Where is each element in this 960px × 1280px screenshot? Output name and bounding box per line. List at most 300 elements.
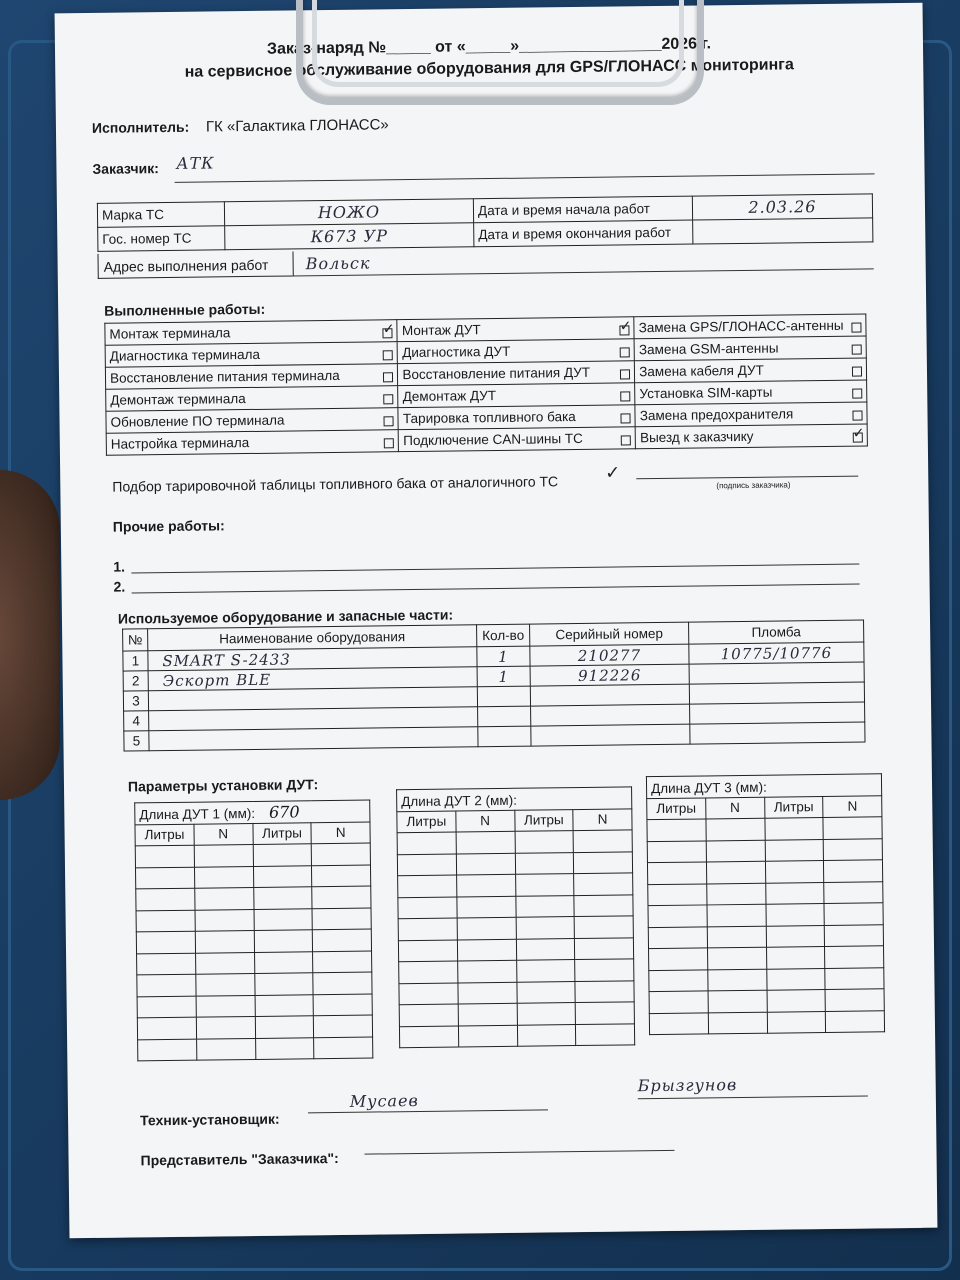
dut-cell [313, 951, 372, 973]
brand-label: Марка ТС [97, 202, 224, 228]
dut-row [649, 1010, 884, 1034]
eq-serial-cell [531, 704, 690, 726]
eq-head-qty: Кол-во [477, 624, 530, 647]
dut-cell [824, 860, 883, 882]
eq-name [153, 692, 163, 710]
address-value: Вольск [305, 253, 371, 274]
eq-seal-cell [689, 662, 864, 684]
dut-row [138, 1037, 373, 1061]
dut-cell [516, 981, 575, 1003]
dut-row [137, 1015, 372, 1039]
eq-num-cell [124, 731, 149, 751]
work-col2-4 [398, 383, 635, 408]
work-col2-3 [398, 361, 635, 386]
eq-qty-cell [477, 646, 530, 667]
eq-qty: 1 [498, 647, 509, 666]
dut-cell [767, 1011, 826, 1033]
work-checkbox[interactable] [620, 325, 630, 335]
dut-cell [137, 996, 196, 1018]
dut-row [397, 830, 632, 854]
dut-cell [766, 947, 825, 969]
eq-num: 3 [132, 693, 140, 709]
dut-col-n: N [194, 823, 253, 845]
works-table [104, 313, 868, 455]
dut-row [648, 903, 883, 927]
eq-name: Эскорт BLE [162, 670, 272, 690]
dut-cell [515, 831, 574, 853]
dut-cell [825, 967, 884, 989]
dut-cell [457, 960, 516, 982]
dut-cell [458, 1025, 517, 1047]
eq-serial: 210277 [577, 645, 642, 665]
work-label: Диагностика ДУТ [402, 343, 511, 361]
work-label: Восстановление питания ДУТ [402, 364, 591, 383]
dut-cell [648, 883, 707, 905]
dut-cell [137, 974, 196, 996]
dut-cell [764, 818, 823, 840]
dut-cell [516, 917, 575, 939]
dut-cell [767, 990, 826, 1012]
dut-cell [574, 851, 633, 873]
plate-label: Гос. номер ТС [98, 226, 225, 252]
eq-seal-cell [690, 702, 865, 724]
work-label: Замена предохранителя [639, 406, 794, 424]
dut-cell [517, 1024, 576, 1046]
dut-cell [254, 930, 313, 952]
dut-col-n: N [823, 795, 882, 817]
end-value [693, 218, 873, 244]
dut-cell [765, 839, 824, 861]
dut-cell [254, 973, 313, 995]
work-checkbox[interactable] [620, 347, 630, 357]
work-label: Замена GPS/ГЛОНАСС-антенны [638, 317, 844, 336]
work-label: Подключение CAN-шины ТС [403, 430, 583, 449]
work-label: Монтаж ДУТ [401, 322, 481, 339]
dut-cell [136, 910, 195, 932]
dut-cell [575, 937, 634, 959]
dut-row [398, 937, 633, 961]
dut-cell [196, 995, 255, 1017]
work-checkbox[interactable] [384, 394, 394, 404]
dut-cell [516, 960, 575, 982]
work-checkbox[interactable] [383, 372, 393, 382]
dut-cell [253, 844, 312, 866]
work-checkbox[interactable] [383, 328, 393, 338]
tech-name: Мусаев [349, 1090, 419, 1111]
work-checkbox[interactable] [853, 433, 863, 443]
work-col2-5 [398, 405, 635, 430]
dut-col-liters: Литры [647, 797, 706, 819]
eq-seal-cell [690, 722, 865, 744]
dut-row [137, 972, 372, 996]
eq-name: SMART S-2433 [162, 650, 291, 670]
dut-cell [765, 861, 824, 883]
dut-col-liters: Литры [397, 811, 456, 833]
work-checkbox[interactable] [621, 435, 631, 445]
dut-cell [574, 873, 633, 895]
dut-row [647, 817, 882, 841]
dut-row [399, 1023, 634, 1047]
dut-cell [311, 843, 370, 865]
dut-cell [515, 874, 574, 896]
dut-row [648, 924, 883, 948]
dut-cell [457, 896, 516, 918]
dut-cell [457, 939, 516, 961]
work-col3-3 [635, 358, 867, 383]
start-label: Дата и время начала работ [473, 196, 692, 223]
dut-row [649, 967, 884, 991]
eq-head-name: Наименование оборудования [148, 625, 477, 651]
dut-cell [398, 897, 457, 919]
dut-cell [195, 909, 254, 931]
work-checkbox[interactable] [384, 416, 394, 426]
dut-col-liters: Литры [764, 796, 823, 818]
calibration-checkmark: ✓ [605, 462, 621, 483]
plate-value: К673 УР [310, 226, 389, 247]
dut-row [647, 860, 882, 884]
dut-cell [649, 969, 708, 991]
dut-cell [647, 840, 706, 862]
dut-cell [398, 875, 457, 897]
dut-row [398, 916, 633, 940]
doc-title: Заказ-наряд №_____ от «_____»________________2026 г. [266, 35, 712, 58]
dut-cell [194, 866, 253, 888]
eq-serial: 912226 [577, 665, 642, 685]
dut-row [136, 908, 371, 932]
work-label: Настройка терминала [110, 435, 250, 452]
other-line-1 [131, 564, 859, 574]
other-item-2: 2. [113, 578, 126, 595]
work-label: Восстановление питания терминала [109, 367, 340, 386]
customer-rep-line [365, 1150, 675, 1155]
dut-row [648, 881, 883, 905]
dut-cell [707, 947, 766, 969]
dut-cell [825, 946, 884, 968]
dut-row [136, 886, 371, 910]
dut-cell [575, 1002, 634, 1024]
dut-cell [137, 953, 196, 975]
customer-value: АТК [176, 153, 215, 173]
calibration-label: Подбор тарировочной таблицы топливного бака от аналогичного ТС [112, 473, 559, 495]
dut-cell [195, 952, 254, 974]
dut-cell [194, 844, 253, 866]
work-checkbox[interactable] [852, 367, 862, 377]
eq-serial-cell [531, 724, 690, 746]
dut-cell [766, 968, 825, 990]
work-label: Выезд к заказчику [639, 428, 754, 446]
dut-cell [516, 938, 575, 960]
eq-qty-cell [477, 686, 530, 707]
dut-cell [312, 886, 371, 908]
work-col2-6 [399, 427, 636, 452]
dut-cell [313, 994, 372, 1016]
eq-name [153, 712, 163, 730]
work-label: Замена GSM-антенны [638, 340, 779, 358]
dut-col-liters: Литры [514, 809, 573, 831]
dut-cell [766, 925, 825, 947]
eq-num: 2 [131, 673, 140, 689]
work-checkbox[interactable] [620, 391, 630, 401]
dut-cell [458, 1003, 517, 1025]
dut-cell [765, 904, 824, 926]
dut-cell [708, 1012, 767, 1034]
dut-cell [706, 883, 765, 905]
dut-cell [312, 908, 371, 930]
dut-cell [706, 818, 765, 840]
signature-caption: (подпись заказчика) [716, 480, 791, 491]
dut-cell [254, 951, 313, 973]
dut-row [135, 843, 370, 867]
dut-cell [574, 916, 633, 938]
work-order-sheet [55, 3, 938, 1239]
dut-cell [253, 887, 312, 909]
address-line [292, 268, 874, 276]
work-checkbox[interactable] [620, 369, 630, 379]
dut-cell [255, 994, 314, 1016]
dut-cell [194, 887, 253, 909]
dut-cell [708, 990, 767, 1012]
work-col1-6 [106, 430, 399, 456]
work-label: Диагностика терминала [109, 346, 261, 364]
eq-head-num: № [123, 629, 148, 651]
work-col3-1 [634, 314, 866, 339]
dut-cell [255, 1037, 314, 1059]
tech-signature: Брызгунов [637, 1075, 738, 1096]
dut-length-label: Длина ДУТ 1 (мм): [139, 805, 256, 823]
dut-cell [515, 895, 574, 917]
address-label: Адрес выполнения работ [103, 256, 269, 275]
dut-cell [255, 1016, 314, 1038]
eq-num-cell [123, 671, 148, 691]
eq-serial-cell [530, 664, 689, 686]
dut-cell [136, 931, 195, 953]
other-line-2 [132, 584, 860, 594]
dut-col-n: N [311, 822, 370, 844]
work-col2-2 [398, 339, 635, 364]
dut-col-n: N [573, 808, 632, 830]
brand-value: НОЖО [317, 202, 381, 223]
dut-row [398, 894, 633, 918]
executor-label: Исполнитель: [91, 118, 190, 136]
dut-cell [517, 1003, 576, 1025]
dut-cell [649, 991, 708, 1013]
work-label: Демонтаж терминала [110, 391, 246, 408]
dut-row [399, 1002, 634, 1026]
dut-cell [399, 982, 458, 1004]
dut-cell [196, 1016, 255, 1038]
dut-cell [573, 830, 632, 852]
work-col3-6 [635, 424, 867, 449]
work-col3-2 [634, 336, 866, 361]
eq-num-cell [123, 691, 148, 711]
dut-cell [398, 918, 457, 940]
dut-cell [456, 874, 515, 896]
dut-table-3 [646, 773, 885, 1035]
dut-cell [823, 838, 882, 860]
customer-line [175, 173, 875, 183]
eq-serial-cell [530, 644, 689, 666]
vehicle-table [97, 193, 874, 251]
dut-cell [647, 862, 706, 884]
customer-signature-line [636, 476, 858, 480]
work-label: Демонтаж ДУТ [402, 387, 497, 405]
dut-cell [135, 867, 194, 889]
dut-cell [456, 853, 515, 875]
dut-length-label: Длина ДУТ 3 (мм): [650, 779, 767, 796]
dut-cell [135, 845, 194, 867]
dut-cell [765, 882, 824, 904]
dut-cell [398, 939, 457, 961]
work-checkbox[interactable] [852, 411, 862, 421]
dut-cell [706, 861, 765, 883]
dut-cell [458, 982, 517, 1004]
clipboard-clip-inner [312, 0, 684, 87]
work-col3-5 [635, 402, 867, 427]
end-label: Дата и время окончания работ [474, 220, 693, 247]
eq-qty-cell [478, 726, 531, 747]
eq-qty-cell [477, 666, 530, 687]
start-value: 2.03.26 [748, 197, 817, 217]
dut-cell [399, 961, 458, 983]
dut-cell [314, 1037, 373, 1059]
dut-cell [649, 948, 708, 970]
eq-num-cell [124, 711, 149, 731]
dut-cell [196, 973, 255, 995]
customer-rep-label: Представитель "Заказчика": [140, 1149, 339, 1169]
work-checkbox[interactable] [852, 389, 862, 399]
dut-row [135, 865, 370, 889]
work-label: Замена кабеля ДУТ [639, 362, 764, 380]
dut-table-2 [396, 786, 635, 1048]
dut-cell [195, 930, 254, 952]
dut-row [397, 851, 632, 875]
dut-cell [824, 881, 883, 903]
dut-cell [253, 865, 312, 887]
dut-cell [138, 1039, 197, 1061]
eq-num: 1 [131, 653, 140, 669]
address-label-box [97, 251, 293, 278]
dut-row [399, 980, 634, 1004]
dut-col-liters: Литры [252, 822, 311, 844]
customer-label: Заказчик: [92, 160, 159, 177]
dut-col-liters: Литры [135, 824, 194, 846]
dut-row [647, 838, 882, 862]
dut-row [399, 959, 634, 983]
dut-cell [576, 1023, 635, 1045]
dut-cell [136, 888, 195, 910]
work-label: Обновление ПО терминала [110, 412, 285, 430]
eq-name-cell [149, 727, 478, 751]
dut-col-n: N [456, 810, 515, 832]
work-checkbox[interactable] [384, 438, 394, 448]
dut-cell [824, 924, 883, 946]
dut-title: Параметры установки ДУТ: [127, 776, 319, 795]
doc-subtitle: на сервисное обслуживание оборудования для GPS/ГЛОНАСС мониторинга [184, 56, 794, 81]
dut-row [136, 929, 371, 953]
dut-cell [707, 904, 766, 926]
work-col2-1 [397, 317, 634, 342]
dut-cell [254, 908, 313, 930]
dut-cell [397, 832, 456, 854]
eq-seal-cell [689, 682, 864, 704]
work-col3-4 [635, 380, 867, 405]
dut-cell [399, 1025, 458, 1047]
dut-cell [457, 917, 516, 939]
work-label: Монтаж терминала [109, 325, 231, 342]
other-works-title: Прочие работы: [112, 517, 225, 535]
dut-cell [456, 831, 515, 853]
dut-cell [575, 959, 634, 981]
dut-cell [824, 903, 883, 925]
dut-cell [397, 854, 456, 876]
dut-cell [574, 894, 633, 916]
tech-line [308, 1109, 548, 1113]
dut-cell [196, 1038, 255, 1060]
dut-row [137, 994, 372, 1018]
dut-cell [314, 1015, 373, 1037]
dut-col-n: N [705, 797, 764, 819]
work-label: Установка SIM-карты [639, 384, 773, 402]
dut-cell [826, 1010, 885, 1032]
dut-cell [706, 840, 765, 862]
dut-row [398, 873, 633, 897]
work-label: Тарировка топливного бака [402, 409, 576, 427]
tech-label: Техник-установщик: [139, 1110, 280, 1129]
dut-cell [708, 969, 767, 991]
dut-length-label: Длина ДУТ 2 (мм): [401, 792, 518, 809]
dut-cell [648, 905, 707, 927]
work-checkbox[interactable] [621, 413, 631, 423]
equipment-title: Используемое оборудование и запасные части: [117, 606, 454, 627]
eq-seal-cell [689, 642, 864, 664]
eq-seal: 10775/10776 [720, 643, 833, 663]
hand [0, 470, 60, 800]
dut-cell [648, 926, 707, 948]
dut-cell [823, 817, 882, 839]
dut-cell [647, 819, 706, 841]
work-checkbox[interactable] [383, 350, 393, 360]
dut-cell [515, 852, 574, 874]
eq-num: 5 [132, 733, 141, 749]
eq-serial-cell [530, 684, 689, 706]
dut-cell [707, 926, 766, 948]
eq-name [153, 732, 163, 750]
executor-value: ГК «Галактика ГЛОНАСС» [205, 116, 389, 136]
works-title: Выполненные работы: [104, 300, 266, 319]
eq-head-serial: Серийный номер [530, 622, 689, 646]
dut-length-value: 670 [268, 802, 300, 822]
dut-row [649, 946, 884, 970]
dut-row [137, 951, 372, 975]
dut-cell [313, 972, 372, 994]
dut-table-1 [134, 800, 373, 1062]
work-checkbox[interactable] [851, 323, 861, 333]
eq-qty-cell [478, 706, 531, 727]
tech-sign-line [638, 1095, 868, 1099]
dut-cell [649, 1012, 708, 1034]
dut-cell [137, 1017, 196, 1039]
work-checkbox[interactable] [852, 345, 862, 355]
dut-cell [312, 865, 371, 887]
eq-num-cell [123, 651, 148, 671]
other-item-1: 1. [113, 558, 126, 575]
dut-cell [313, 929, 372, 951]
eq-num: 4 [132, 713, 141, 729]
eq-qty: 1 [498, 667, 510, 686]
dut-cell [399, 1004, 458, 1026]
equipment-table [122, 620, 865, 752]
dut-cell [575, 980, 634, 1002]
